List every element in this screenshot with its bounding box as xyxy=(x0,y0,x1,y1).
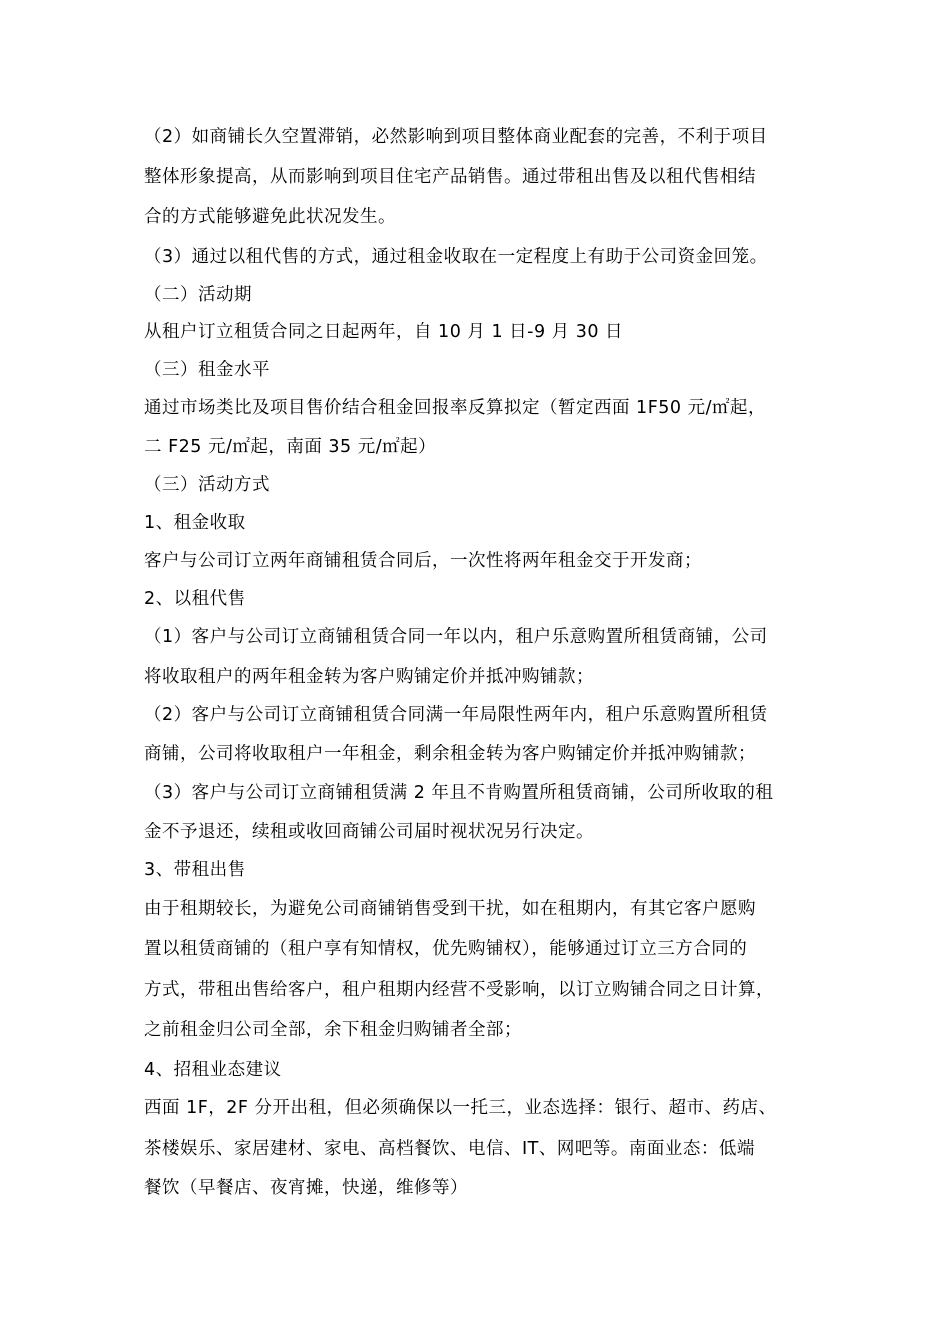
section-heading: （二）活动期 xyxy=(144,285,252,305)
paragraph-line: （2）客户与公司订立商铺租赁合同满一年局限性两年内，租户乐意购置所租赁 xyxy=(144,705,768,725)
paragraph-line: 二 F25 元/㎡起，南面 35 元/㎡起） xyxy=(144,437,437,457)
paragraph-line: （2）如商铺长久空置滞销，必然影响到项目整体商业配套的完善，不利于项目 xyxy=(144,127,768,147)
subsection-heading: 2、以租代售 xyxy=(144,589,246,609)
paragraph-line: 将收取租户的两年租金转为客户购铺定价并抵冲购铺款； xyxy=(144,667,594,687)
paragraph-line: 置以租赁商铺的（租户享有知情权，优先购铺权），能够通过订立三方合同的 xyxy=(144,939,748,959)
paragraph-line: （1）客户与公司订立商铺租赁合同一年以内，租户乐意购置所租赁商铺，公司 xyxy=(144,627,768,647)
subsection-heading: 1、租金收取 xyxy=(144,513,246,533)
paragraph-line: 之前租金归公司全部，余下租金归购铺者全部； xyxy=(144,1020,522,1040)
paragraph-line: 金不予退还，续租或收回商铺公司届时视状况另行决定。 xyxy=(144,822,594,842)
paragraph-line: 商铺，公司将收取租户一年租金，剩余租金转为客户购铺定价并抵冲购铺款； xyxy=(144,744,756,764)
paragraph-line: 客户与公司订立两年商铺租赁合同后，一次性将两年租金交于开发商； xyxy=(144,551,702,571)
paragraph-line: 方式，带租出售给客户，租户租期内经营不受影响，以订立购铺合同之日计算， xyxy=(144,980,774,1000)
section-heading: （三）租金水平 xyxy=(144,360,270,380)
paragraph-line: （3）客户与公司订立商铺租赁满 2 年且不肯购置所租赁商铺，公司所收取的租 xyxy=(144,783,774,803)
paragraph-line: 通过市场类比及项目售价结合租金回报率反算拟定（暂定西面 1F50 元/㎡起， xyxy=(144,398,766,418)
paragraph-line: 西面 1F，2F 分开出租，但必须确保以一托三，业态选择：银行、超市、药店、 xyxy=(144,1098,777,1118)
paragraph-line: 由于租期较长，为避免公司商铺销售受到干扰，如在租期内，有其它客户愿购 xyxy=(144,899,756,919)
paragraph-line: 合的方式能够避免此状况发生。 xyxy=(144,207,396,227)
paragraph-line: 茶楼娱乐、家居建材、家电、高档餐饮、电信、IT、网吧等。南面业态：低端 xyxy=(144,1139,755,1159)
paragraph-line: 整体形象提高，从而影响到项目住宅产品销售。通过带租出售及以租代售相结 xyxy=(144,167,756,187)
paragraph-line: （3）通过以租代售的方式，通过租金收取在一定程度上有助于公司资金回笼。 xyxy=(144,247,768,267)
subsection-heading: 4、招租业态建议 xyxy=(144,1060,282,1080)
paragraph-line: 餐饮（早餐店、夜宵摊，快递，维修等） xyxy=(144,1178,468,1198)
subsection-heading: 3、带租出售 xyxy=(144,860,246,880)
paragraph-line: 从租户订立租赁合同之日起两年，自 10 月 1 日-9 月 30 日 xyxy=(144,322,624,342)
section-heading: （三）活动方式 xyxy=(144,475,270,495)
